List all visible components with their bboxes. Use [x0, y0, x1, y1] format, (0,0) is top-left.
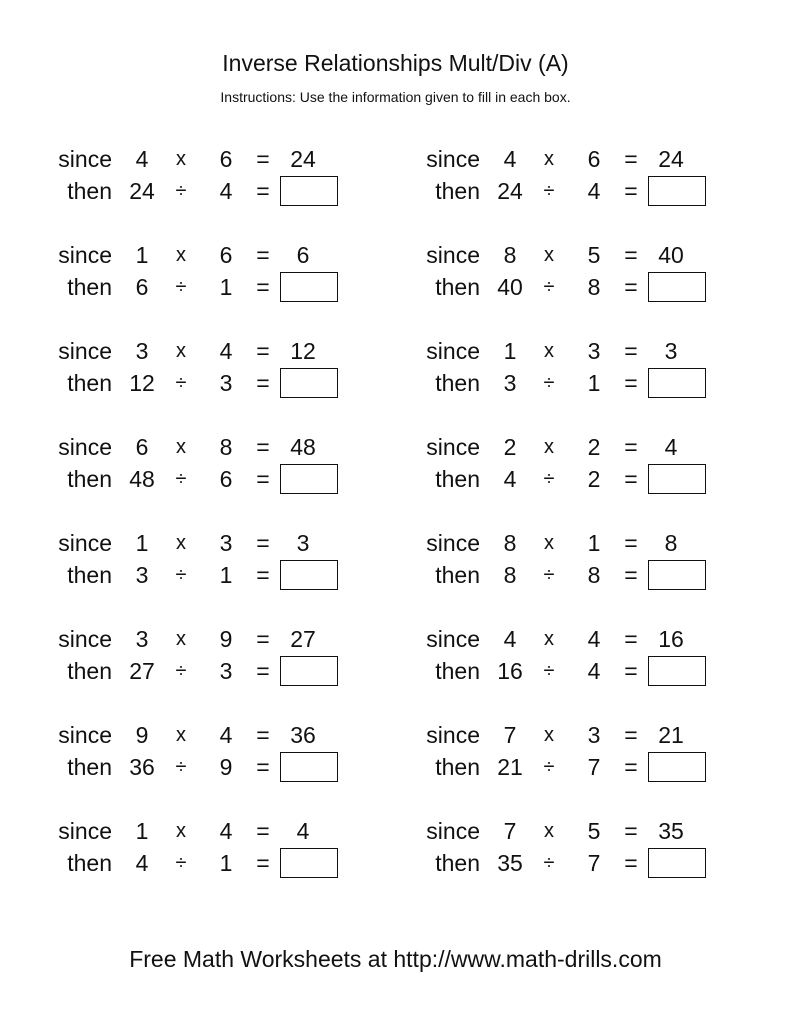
equals-sign: = [624, 658, 638, 684]
answer-box[interactable] [648, 848, 706, 878]
then-label: then [67, 754, 112, 780]
then-label: then [67, 370, 112, 396]
then-row [410, 848, 740, 878]
times-sign: x [544, 724, 554, 746]
dividend-value: 27 [129, 658, 155, 684]
dividend-value: 35 [497, 850, 523, 876]
problem-item [410, 720, 740, 784]
equals-sign: = [624, 562, 638, 588]
then-row [410, 464, 740, 494]
product-value: 21 [658, 722, 684, 748]
equals-sign: = [624, 146, 638, 172]
problem-item [42, 624, 372, 688]
divide-sign: ÷ [175, 468, 187, 490]
since-row [410, 144, 740, 174]
divisor-value: 7 [587, 850, 601, 876]
problem-item [42, 432, 372, 496]
then-row [42, 848, 372, 878]
factor-b: 1 [587, 530, 601, 556]
factor-a: 3 [135, 626, 149, 652]
since-label: since [58, 146, 112, 172]
equals-sign: = [256, 850, 270, 876]
since-label: since [58, 818, 112, 844]
factor-a: 9 [135, 722, 149, 748]
divide-sign: ÷ [543, 564, 555, 586]
divide-sign: ÷ [543, 468, 555, 490]
since-label: since [58, 242, 112, 268]
since-label: since [426, 338, 480, 364]
since-row [410, 240, 740, 270]
answer-box[interactable] [280, 176, 338, 206]
problem-item [42, 336, 372, 400]
answer-box[interactable] [648, 176, 706, 206]
problem-item [410, 528, 740, 592]
product-value: 4 [664, 434, 678, 460]
since-label: since [58, 434, 112, 460]
worksheet-title: Inverse Relationships Mult/Div (A) [222, 50, 569, 76]
since-row [42, 240, 372, 270]
equals-sign: = [256, 754, 270, 780]
then-label: then [435, 658, 480, 684]
factor-b: 4 [219, 818, 233, 844]
product-value: 12 [290, 338, 316, 364]
divisor-value: 3 [219, 658, 233, 684]
dividend-value: 6 [135, 274, 149, 300]
divisor-value: 3 [219, 370, 233, 396]
answer-box[interactable] [280, 560, 338, 590]
times-sign: x [544, 244, 554, 266]
then-label: then [67, 562, 112, 588]
problem-item [410, 144, 740, 208]
factor-a: 1 [503, 338, 517, 364]
dividend-value: 4 [135, 850, 149, 876]
factor-a: 4 [135, 146, 149, 172]
problem-item [410, 432, 740, 496]
since-row [410, 720, 740, 750]
equals-sign: = [256, 722, 270, 748]
then-row [42, 560, 372, 590]
product-value: 8 [664, 530, 678, 556]
factor-b: 6 [219, 146, 233, 172]
since-row [410, 336, 740, 366]
answer-box[interactable] [280, 656, 338, 686]
then-label: then [435, 562, 480, 588]
factor-b: 2 [587, 434, 601, 460]
factor-a: 1 [135, 242, 149, 268]
times-sign: x [544, 628, 554, 650]
then-label: then [435, 850, 480, 876]
since-row [42, 816, 372, 846]
then-row [42, 272, 372, 302]
then-row [42, 464, 372, 494]
problem-item [42, 144, 372, 208]
equals-sign: = [256, 338, 270, 364]
times-sign: x [176, 628, 186, 650]
answer-box[interactable] [648, 368, 706, 398]
since-label: since [426, 818, 480, 844]
answer-box[interactable] [280, 464, 338, 494]
since-row [410, 624, 740, 654]
footer-text: Free Math Worksheets at http://www.math-drills.com [129, 946, 662, 972]
worksheet-instructions: Instructions: Use the information given to fill in each box. [220, 89, 571, 105]
then-row [410, 656, 740, 686]
product-value: 36 [290, 722, 316, 748]
equals-sign: = [256, 658, 270, 684]
product-value: 24 [290, 146, 316, 172]
factor-a: 3 [135, 338, 149, 364]
answer-box[interactable] [280, 368, 338, 398]
divide-sign: ÷ [175, 852, 187, 874]
times-sign: x [544, 532, 554, 554]
since-row [410, 528, 740, 558]
equals-sign: = [256, 146, 270, 172]
problem-item [42, 528, 372, 592]
then-label: then [435, 466, 480, 492]
equals-sign: = [256, 818, 270, 844]
factor-b: 6 [219, 242, 233, 268]
since-row [42, 144, 372, 174]
times-sign: x [176, 436, 186, 458]
then-row [410, 368, 740, 398]
factor-a: 4 [503, 146, 517, 172]
equals-sign: = [624, 178, 638, 204]
divisor-value: 1 [587, 370, 601, 396]
since-label: since [426, 626, 480, 652]
times-sign: x [176, 820, 186, 842]
divide-sign: ÷ [175, 276, 187, 298]
since-label: since [426, 722, 480, 748]
then-row [42, 656, 372, 686]
equals-sign: = [624, 242, 638, 268]
product-value: 16 [658, 626, 684, 652]
since-row [42, 624, 372, 654]
factor-b: 3 [587, 722, 601, 748]
since-label: since [426, 242, 480, 268]
then-label: then [67, 850, 112, 876]
dividend-value: 48 [129, 466, 155, 492]
divide-sign: ÷ [175, 372, 187, 394]
product-value: 3 [664, 338, 678, 364]
equals-sign: = [256, 626, 270, 652]
then-label: then [435, 754, 480, 780]
problem-item [42, 240, 372, 304]
product-value: 48 [290, 434, 316, 460]
factor-a: 8 [503, 242, 517, 268]
since-label: since [58, 338, 112, 364]
divisor-value: 7 [587, 754, 601, 780]
equals-sign: = [624, 274, 638, 300]
equals-sign: = [624, 466, 638, 492]
divisor-value: 8 [587, 562, 601, 588]
equals-sign: = [624, 722, 638, 748]
times-sign: x [176, 532, 186, 554]
product-value: 24 [658, 146, 684, 172]
divisor-value: 2 [587, 466, 601, 492]
since-row [42, 336, 372, 366]
factor-b: 4 [219, 338, 233, 364]
divide-sign: ÷ [543, 180, 555, 202]
problem-item [42, 816, 372, 880]
answer-box[interactable] [648, 464, 706, 494]
equals-sign: = [256, 178, 270, 204]
then-label: then [435, 370, 480, 396]
factor-a: 1 [135, 818, 149, 844]
dividend-value: 36 [129, 754, 155, 780]
dividend-value: 12 [129, 370, 155, 396]
then-label: then [67, 274, 112, 300]
dividend-value: 4 [503, 466, 517, 492]
equals-sign: = [256, 466, 270, 492]
divisor-value: 1 [219, 274, 233, 300]
divisor-value: 4 [219, 178, 233, 204]
factor-a: 1 [135, 530, 149, 556]
times-sign: x [544, 436, 554, 458]
factor-b: 3 [587, 338, 601, 364]
equals-sign: = [256, 530, 270, 556]
problem-item [410, 816, 740, 880]
times-sign: x [544, 340, 554, 362]
equals-sign: = [256, 562, 270, 588]
times-sign: x [544, 148, 554, 170]
answer-box[interactable] [280, 272, 338, 302]
since-label: since [426, 146, 480, 172]
product-value: 27 [290, 626, 316, 652]
problem-item [410, 336, 740, 400]
equals-sign: = [624, 850, 638, 876]
since-row [42, 432, 372, 462]
divide-sign: ÷ [543, 372, 555, 394]
then-row [410, 560, 740, 590]
equals-sign: = [624, 818, 638, 844]
factor-b: 9 [219, 626, 233, 652]
divisor-value: 4 [587, 658, 601, 684]
divide-sign: ÷ [175, 564, 187, 586]
product-value: 6 [296, 242, 310, 268]
factor-a: 7 [503, 818, 517, 844]
problem-item [410, 624, 740, 688]
equals-sign: = [256, 370, 270, 396]
dividend-value: 24 [497, 178, 523, 204]
equals-sign: = [624, 370, 638, 396]
divisor-value: 8 [587, 274, 601, 300]
answer-box[interactable] [280, 848, 338, 878]
then-label: then [435, 178, 480, 204]
then-row [42, 752, 372, 782]
product-value: 40 [658, 242, 684, 268]
equals-sign: = [256, 242, 270, 268]
factor-b: 3 [219, 530, 233, 556]
equals-sign: = [256, 434, 270, 460]
divisor-value: 4 [587, 178, 601, 204]
then-row [410, 272, 740, 302]
factor-b: 5 [587, 818, 601, 844]
then-label: then [435, 274, 480, 300]
since-row [42, 528, 372, 558]
then-label: then [67, 658, 112, 684]
equals-sign: = [624, 754, 638, 780]
divide-sign: ÷ [175, 660, 187, 682]
factor-b: 5 [587, 242, 601, 268]
factor-a: 8 [503, 530, 517, 556]
factor-a: 2 [503, 434, 517, 460]
dividend-value: 40 [497, 274, 523, 300]
then-row [410, 176, 740, 206]
since-row [42, 720, 372, 750]
factor-b: 6 [587, 146, 601, 172]
then-row [410, 752, 740, 782]
factor-a: 6 [135, 434, 149, 460]
dividend-value: 21 [497, 754, 523, 780]
answer-box[interactable] [648, 656, 706, 686]
divide-sign: ÷ [543, 756, 555, 778]
dividend-value: 24 [129, 178, 155, 204]
then-label: then [67, 178, 112, 204]
then-label: then [67, 466, 112, 492]
equals-sign: = [624, 338, 638, 364]
since-label: since [58, 626, 112, 652]
factor-a: 4 [503, 626, 517, 652]
answer-box[interactable] [280, 752, 338, 782]
equals-sign: = [624, 434, 638, 460]
times-sign: x [544, 820, 554, 842]
product-value: 35 [658, 818, 684, 844]
divisor-value: 9 [219, 754, 233, 780]
divisor-value: 1 [219, 850, 233, 876]
problem-item [410, 240, 740, 304]
problem-item [42, 720, 372, 784]
answer-box[interactable] [648, 560, 706, 590]
divisor-value: 1 [219, 562, 233, 588]
divide-sign: ÷ [543, 660, 555, 682]
then-row [42, 368, 372, 398]
since-label: since [426, 530, 480, 556]
dividend-value: 3 [135, 562, 149, 588]
divide-sign: ÷ [543, 276, 555, 298]
product-value: 3 [296, 530, 310, 556]
dividend-value: 8 [503, 562, 517, 588]
times-sign: x [176, 244, 186, 266]
divide-sign: ÷ [175, 180, 187, 202]
dividend-value: 16 [497, 658, 523, 684]
factor-a: 7 [503, 722, 517, 748]
equals-sign: = [256, 274, 270, 300]
equals-sign: = [624, 530, 638, 556]
factor-b: 8 [219, 434, 233, 460]
since-row [410, 432, 740, 462]
factor-b: 4 [219, 722, 233, 748]
divisor-value: 6 [219, 466, 233, 492]
divide-sign: ÷ [543, 852, 555, 874]
since-label: since [58, 722, 112, 748]
answer-box[interactable] [648, 752, 706, 782]
since-label: since [426, 434, 480, 460]
divide-sign: ÷ [175, 756, 187, 778]
answer-box[interactable] [648, 272, 706, 302]
times-sign: x [176, 724, 186, 746]
since-label: since [58, 530, 112, 556]
equals-sign: = [624, 626, 638, 652]
times-sign: x [176, 148, 186, 170]
times-sign: x [176, 340, 186, 362]
since-row [410, 816, 740, 846]
then-row [42, 176, 372, 206]
product-value: 4 [296, 818, 310, 844]
dividend-value: 3 [503, 370, 517, 396]
factor-b: 4 [587, 626, 601, 652]
